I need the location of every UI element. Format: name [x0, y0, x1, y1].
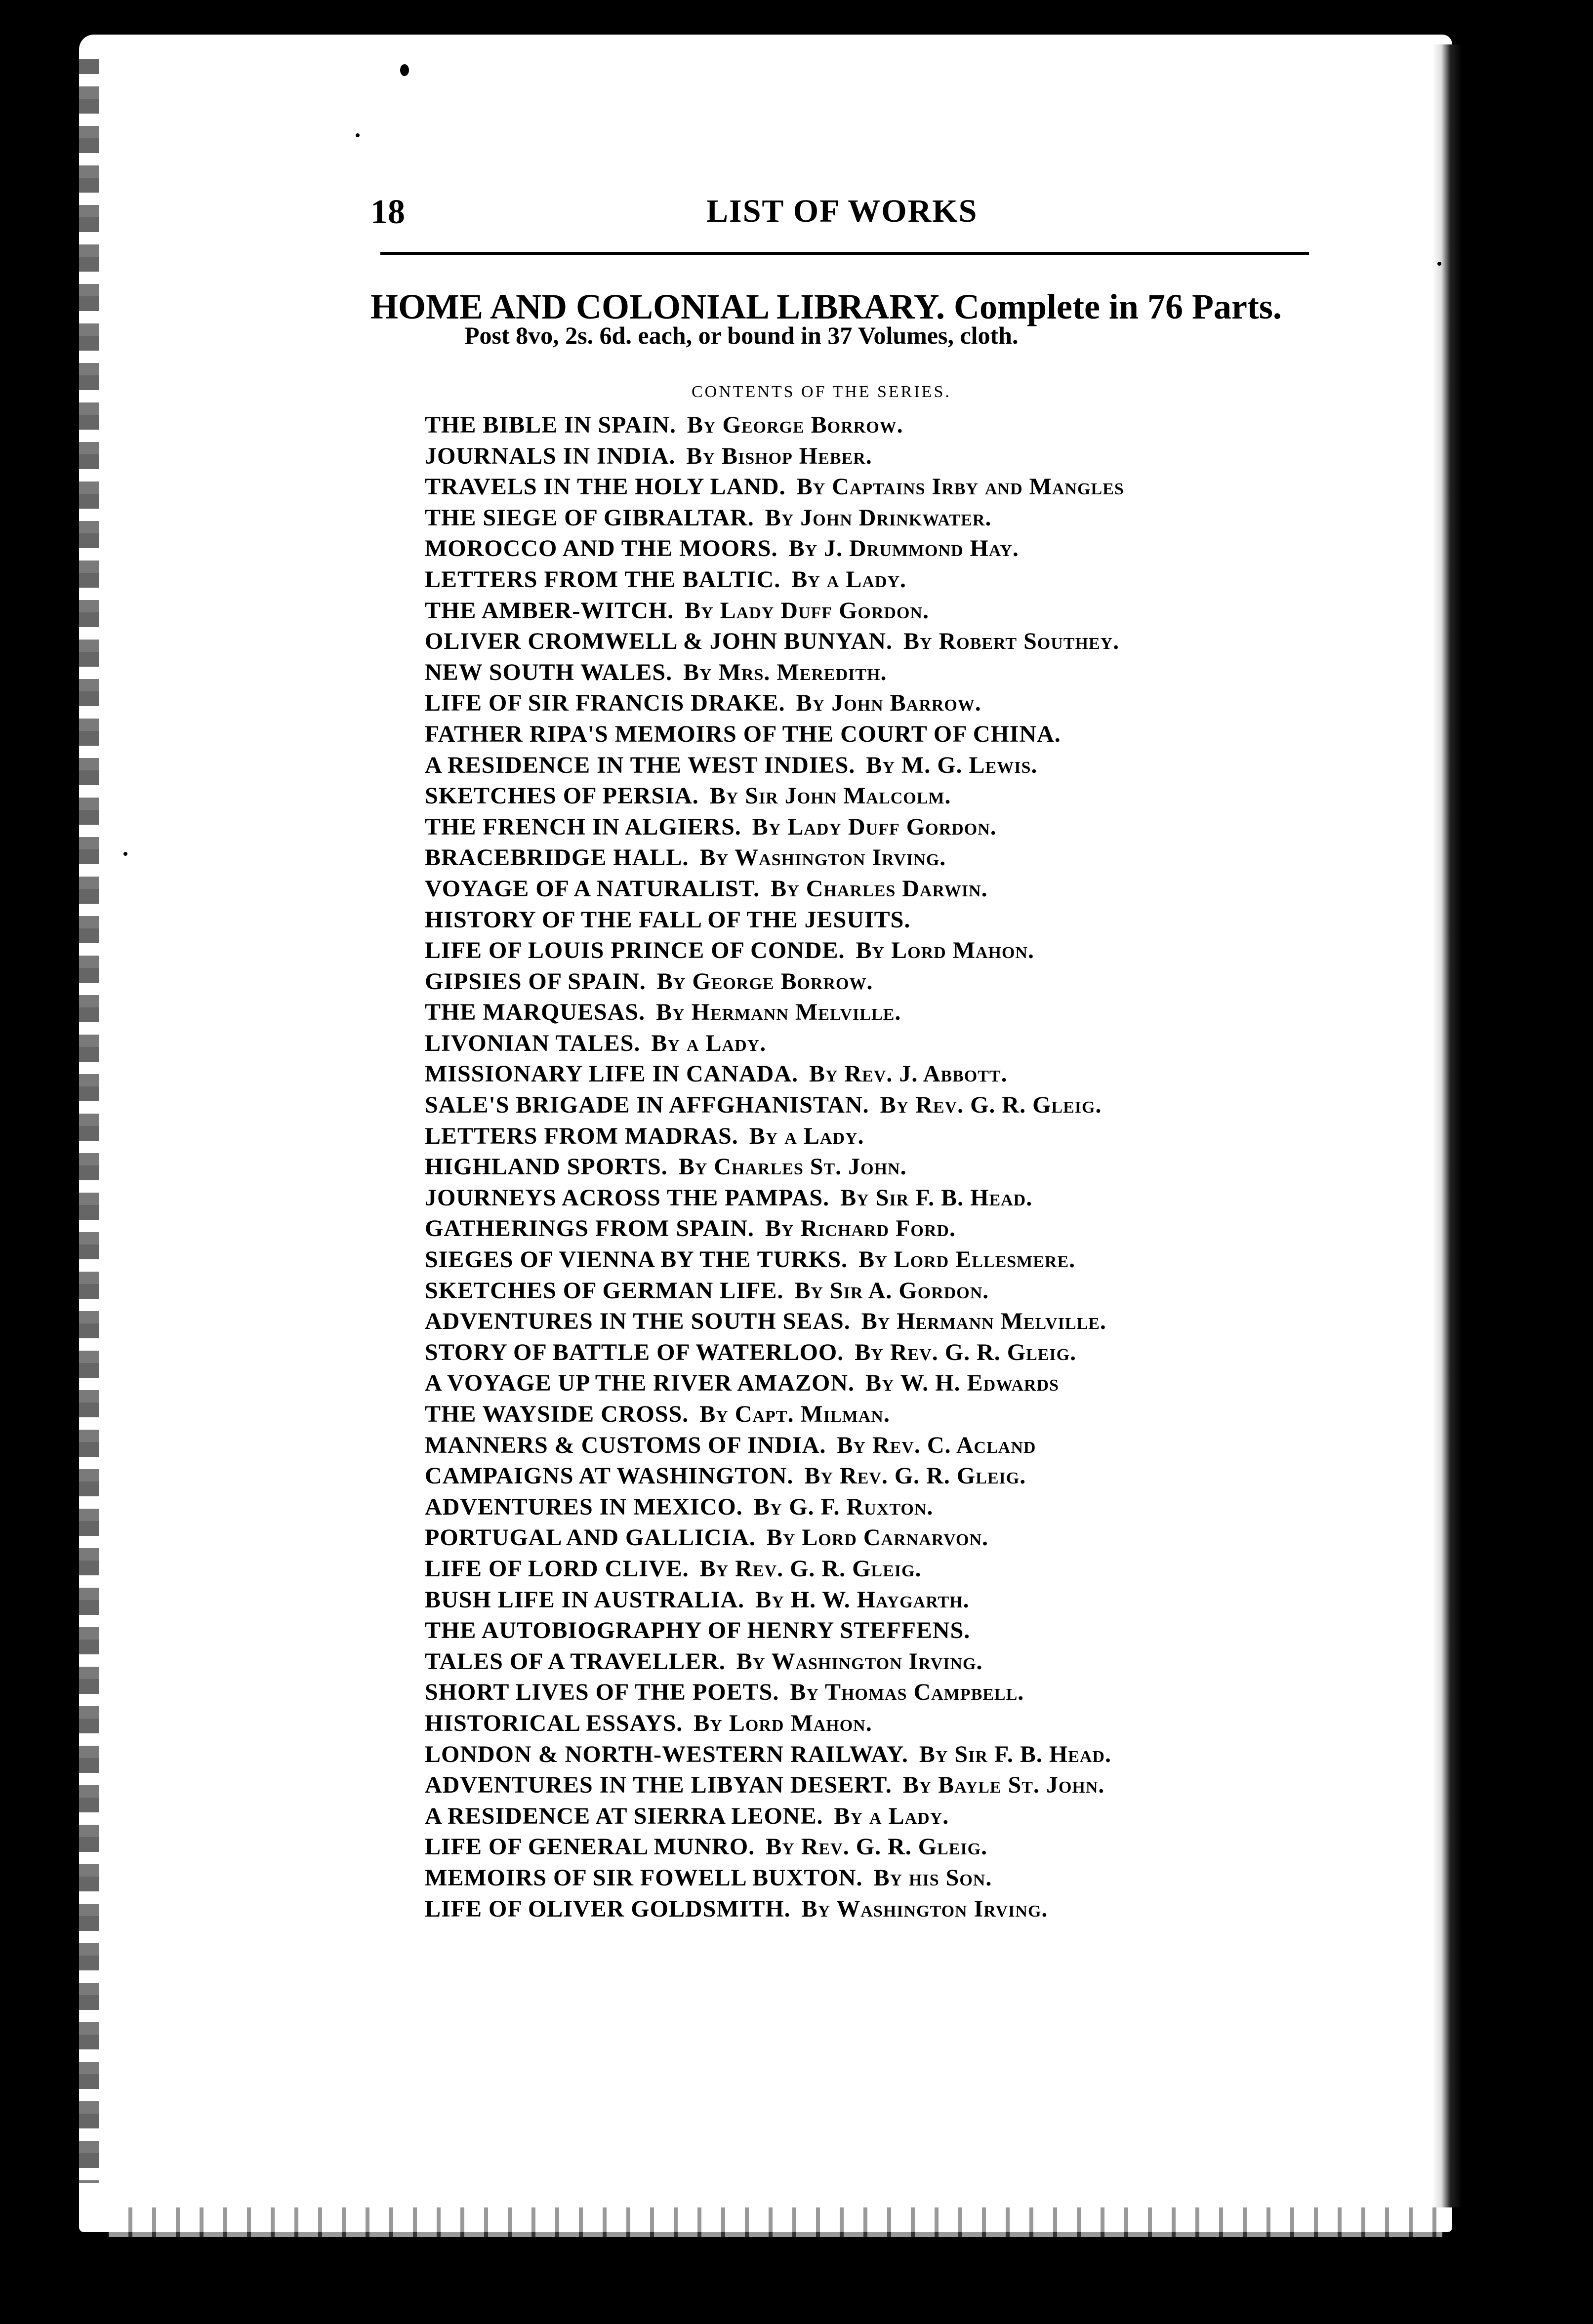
work-author: By Thomas Campbell. — [790, 1679, 1024, 1706]
work-entry — [425, 905, 1363, 936]
running-head — [370, 178, 1358, 242]
work-title: A RESIDENCE IN THE WEST INDIES. — [425, 752, 856, 778]
work-entry — [425, 1585, 1363, 1616]
work-author: By Hermann Melville. — [656, 999, 901, 1026]
work-title: HISTORY OF THE FALL OF THE JESUITS. — [425, 906, 911, 933]
work-title: STORY OF BATTLE OF WATERLOO. — [425, 1339, 844, 1365]
work-author: By Lady Duff Gordon. — [685, 597, 929, 624]
work-entry — [425, 719, 1363, 750]
work-title: THE SIEGE OF GIBRALTAR. — [425, 504, 754, 531]
work-title: A RESIDENCE AT SIERRA LEONE. — [425, 1803, 823, 1829]
work-author: By Rev. G. R. Gleig. — [766, 1834, 988, 1860]
work-entry — [425, 935, 1363, 966]
work-title: SALE'S BRIGADE IN AFFGHANISTAN. — [425, 1092, 869, 1119]
page-number: 18 — [370, 193, 405, 231]
work-title: JOURNALS IN INDIA. — [425, 442, 676, 469]
work-entry — [425, 1183, 1363, 1214]
work-author: By Charles Darwin. — [771, 875, 988, 902]
work-entry — [425, 1739, 1363, 1770]
work-title: THE BIBLE IN SPAIN. — [425, 412, 676, 438]
work-entry — [425, 842, 1363, 874]
work-author: By Robert Southey. — [903, 628, 1120, 655]
page-bottom-edge-shadow — [109, 2207, 1442, 2237]
work-author: By Sir F. B. Head. — [840, 1184, 1033, 1211]
work-title: THE WAYSIDE CROSS. — [425, 1401, 689, 1427]
work-title: SKETCHES OF GERMAN LIFE. — [425, 1277, 784, 1304]
work-title: MOROCCO AND THE MOORS. — [425, 535, 778, 562]
work-author: By H. W. Haygarth. — [755, 1586, 970, 1613]
work-entry — [425, 1337, 1363, 1368]
work-author: By Hermann Melville. — [861, 1308, 1106, 1335]
work-author: By Rev. G. R. Gleig. — [855, 1339, 1077, 1365]
work-entry — [425, 1894, 1363, 1925]
work-author: By Bishop Heber. — [686, 442, 872, 469]
work-title: LETTERS FROM THE BALTIC. — [425, 566, 781, 593]
work-title: GIPSIES OF SPAIN. — [425, 968, 646, 995]
work-title: GATHERINGS FROM SPAIN. — [425, 1215, 754, 1242]
work-title: THE AMBER-WITCH. — [425, 597, 674, 624]
work-author: By G. F. Ruxton. — [753, 1493, 934, 1520]
work-title: THE AUTOBIOGRAPHY OF HENRY STEFFENS. — [425, 1617, 971, 1644]
work-entry — [425, 1677, 1363, 1708]
work-title: ADVENTURES IN THE SOUTH SEAS. — [425, 1308, 851, 1335]
work-title: A VOYAGE UP THE RIVER AMAZON. — [425, 1370, 855, 1397]
work-author: By a Lady. — [834, 1803, 949, 1829]
work-title: TALES OF A TRAVELLER. — [425, 1648, 726, 1675]
work-title: CAMPAIGNS AT WASHINGTON. — [425, 1463, 794, 1489]
work-title: TRAVELS IN THE HOLY LAND. — [425, 474, 786, 500]
work-entry — [425, 1708, 1363, 1739]
work-entry — [425, 564, 1363, 596]
work-title: JOURNEYS ACROSS THE PAMPAS. — [425, 1184, 830, 1211]
work-author: By Lady Duff Gordon. — [752, 813, 997, 840]
work-entry — [425, 1554, 1363, 1585]
work-title: NEW SOUTH WALES. — [425, 659, 673, 685]
work-entry — [425, 1523, 1363, 1554]
work-author: By Captains Irby and Mangles — [796, 474, 1124, 500]
work-title: LIFE OF LOUIS PRINCE OF CONDE. — [425, 937, 845, 964]
work-author: By John Drinkwater. — [765, 504, 992, 531]
work-title: LIFE OF OLIVER GOLDSMITH. — [425, 1895, 791, 1922]
work-entry — [425, 533, 1363, 564]
work-author: By Charles St. John. — [678, 1154, 907, 1180]
work-title: LIFE OF LORD CLIVE. — [425, 1555, 689, 1582]
work-title: OLIVER CROMWELL & JOHN BUNYAN. — [425, 628, 893, 655]
work-author: By Mrs. Meredith. — [683, 659, 887, 685]
work-title: BRACEBRIDGE HALL. — [425, 844, 689, 871]
work-title: FATHER RIPA'S MEMOIRS OF THE COURT OF CHINA. — [425, 721, 1061, 747]
work-entry — [425, 1059, 1363, 1090]
work-entry — [425, 657, 1363, 688]
work-entry — [425, 1121, 1363, 1152]
work-entry — [425, 503, 1363, 534]
work-title: LIVONIAN TALES. — [425, 1030, 641, 1056]
section-heading: HOME AND COLONIAL LIBRARY. Complete in 76 Parts. — [370, 287, 1282, 326]
work-entry — [425, 1615, 1363, 1646]
scan-speck — [1437, 262, 1441, 266]
work-entry — [425, 1028, 1363, 1059]
work-entry — [425, 1832, 1363, 1863]
work-entry — [425, 812, 1363, 843]
work-title: SKETCHES OF PERSIA. — [425, 783, 699, 809]
work-author: By Richard Ford. — [765, 1215, 956, 1242]
work-author: By Washington Irving. — [736, 1648, 983, 1675]
work-title: MEMOIRS OF SIR FOWELL BUXTON. — [425, 1864, 863, 1891]
work-author: By Lord Ellesmere. — [858, 1246, 1076, 1273]
work-title: SIEGES OF VIENNA BY THE TURKS. — [425, 1246, 848, 1273]
work-author: By Lord Carnarvon. — [766, 1524, 988, 1551]
work-author: By John Barrow. — [796, 690, 981, 717]
work-author: By Rev. G. R. Gleig. — [880, 1092, 1102, 1119]
work-entry — [425, 1801, 1363, 1832]
work-author: By Rev. G. R. Gleig. — [804, 1463, 1026, 1489]
work-author: By Sir F. B. Head. — [919, 1741, 1111, 1767]
work-entry — [425, 1461, 1363, 1492]
work-author: By Capt. Milman. — [699, 1401, 890, 1427]
work-entry — [425, 410, 1363, 441]
work-title: LETTERS FROM MADRAS. — [425, 1122, 738, 1149]
work-entry — [425, 1863, 1363, 1894]
work-author: By Rev. G. R. Gleig. — [699, 1555, 922, 1582]
work-author: By Sir A. Gordon. — [794, 1277, 989, 1304]
work-title: MISSIONARY LIFE IN CANADA. — [425, 1061, 798, 1087]
work-author: By Lord Mahon. — [694, 1710, 872, 1736]
work-title: LIFE OF GENERAL MUNRO. — [425, 1834, 755, 1860]
work-entry — [425, 1770, 1363, 1801]
work-entry — [425, 781, 1363, 812]
work-title: THE MARQUESAS. — [425, 999, 646, 1026]
section-subheading: Post 8vo, 2s. 6d. each, or bound in 37 Volumes, cloth. — [464, 321, 1019, 349]
work-author: By George Borrow. — [656, 968, 873, 995]
running-title: LIST OF WORKS — [706, 193, 978, 229]
work-title: THE FRENCH IN ALGIERS. — [425, 813, 741, 840]
work-title: LIFE OF SIR FRANCIS DRAKE. — [425, 690, 785, 717]
work-title: PORTUGAL AND GALLICIA. — [425, 1524, 756, 1551]
work-entry — [425, 1492, 1363, 1523]
work-author: By a Lady. — [749, 1122, 864, 1149]
work-author: By Washington Irving. — [801, 1895, 1048, 1922]
work-title: LONDON & NORTH-WESTERN RAILWAY. — [425, 1741, 908, 1767]
work-author: By Sir John Malcolm. — [709, 783, 951, 809]
work-author: By Lord Mahon. — [856, 937, 1034, 964]
work-title: MANNERS & CUSTOMS OF INDIA. — [425, 1432, 826, 1458]
work-author: By Rev. J. Abbott. — [809, 1061, 1008, 1087]
work-entry — [425, 1213, 1363, 1244]
work-title: SHORT LIVES OF THE POETS. — [425, 1679, 779, 1706]
scan-speck — [123, 852, 127, 856]
work-entry — [425, 1430, 1363, 1461]
work-author: By his Son. — [873, 1864, 992, 1891]
scan-speck — [356, 133, 360, 137]
work-author: By Bayle St. John. — [902, 1772, 1105, 1799]
work-entry — [425, 1399, 1363, 1430]
work-entry — [425, 966, 1363, 998]
work-author: By a Lady. — [791, 566, 907, 593]
work-entry — [425, 874, 1363, 905]
page-left-edge-shadow — [79, 59, 99, 2183]
work-author: By George Borrow. — [687, 412, 903, 438]
work-author: By Washington Irving. — [699, 844, 946, 871]
work-title: VOYAGE OF A NATURALIST. — [425, 875, 760, 902]
work-title: ADVENTURES IN MEXICO. — [425, 1493, 743, 1520]
work-entry — [425, 1244, 1363, 1276]
work-entry — [425, 1152, 1363, 1183]
work-entry — [425, 1368, 1363, 1399]
work-author: By Rev. C. Acland — [837, 1432, 1036, 1458]
page-right-edge-shadow — [1432, 44, 1462, 2207]
contents-label: CONTENTS OF THE SERIES. — [692, 383, 951, 401]
work-title: ADVENTURES IN THE LIBYAN DESERT. — [425, 1772, 892, 1799]
work-author: By J. Drummond Hay. — [788, 535, 1019, 562]
scan-speck — [400, 64, 409, 76]
work-entry — [425, 1276, 1363, 1307]
work-author: By a Lady. — [651, 1030, 767, 1056]
work-entry — [425, 997, 1363, 1028]
work-entry — [425, 1646, 1363, 1678]
work-entry — [425, 596, 1363, 627]
work-author: By W. H. Edwards — [865, 1370, 1059, 1397]
work-entry — [425, 626, 1363, 657]
work-entry — [425, 472, 1363, 503]
work-title: HIGHLAND SPORTS. — [425, 1154, 668, 1180]
works-list — [425, 410, 1363, 1924]
scan-speck — [1563, 884, 1571, 895]
work-entry — [425, 688, 1363, 719]
header-rule — [380, 252, 1309, 255]
work-author: By M. G. Lewis. — [866, 752, 1038, 778]
work-entry — [425, 1306, 1363, 1337]
work-entry — [425, 1090, 1363, 1121]
work-entry — [425, 441, 1363, 472]
work-entry — [425, 750, 1363, 781]
work-title: HISTORICAL ESSAYS. — [425, 1710, 683, 1736]
work-title: BUSH LIFE IN AUSTRALIA. — [425, 1586, 745, 1613]
